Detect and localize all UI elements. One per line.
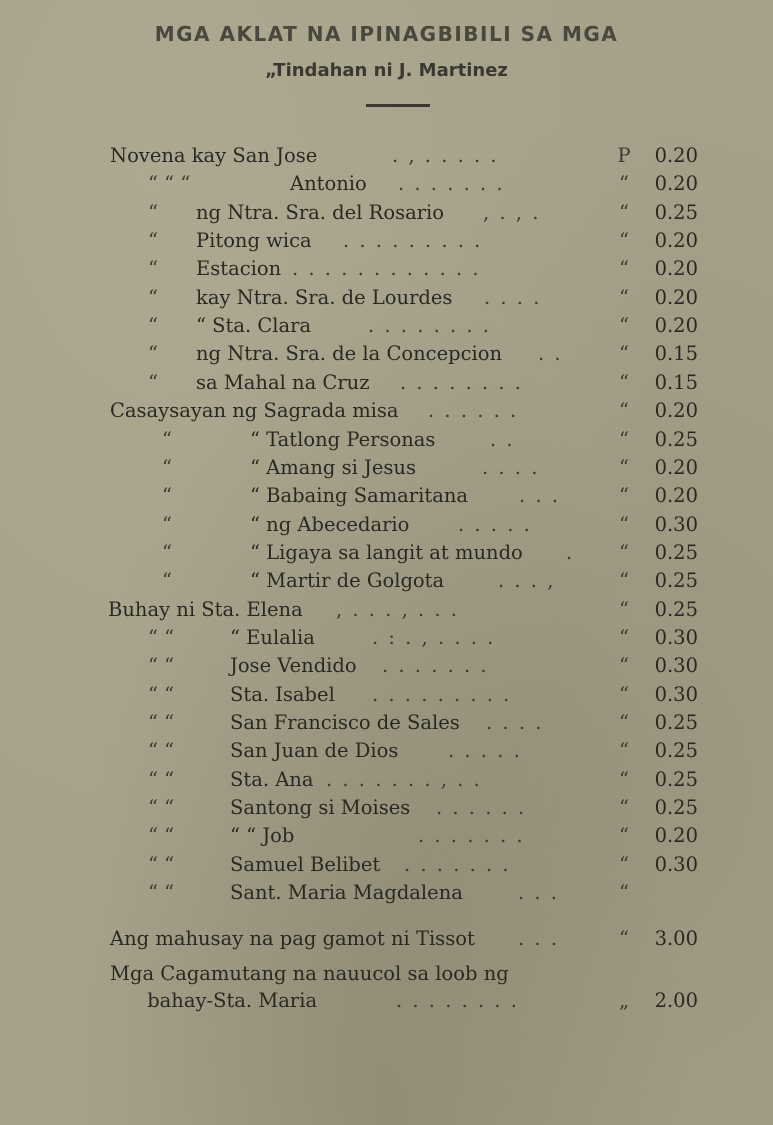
book-title: Samuel Belibet [230, 852, 381, 876]
leader-dots: . . . . . . . , . . [326, 767, 482, 791]
book-price: 0.20 [654, 455, 698, 479]
book-price: 0.20 [654, 257, 698, 281]
ditto-marks: “ “ [148, 796, 175, 820]
leader-dots: . . . . . . [436, 796, 527, 820]
book-title: kay Ntra. Sra. de Lourdes [196, 285, 453, 309]
book-price: 0.30 [654, 512, 698, 536]
book-title: San Juan de Dios [230, 739, 399, 763]
book-price: 0.25 [654, 597, 698, 621]
book-price: 0.30 [654, 654, 698, 678]
book-price: 2.00 [654, 989, 698, 1012]
list-item [0, 170, 773, 198]
list-item [0, 284, 773, 312]
leader-dots: . . . . . [448, 739, 522, 763]
ditto-marks: “ “ “ [148, 172, 191, 196]
ditto-marks: “ “ [148, 881, 175, 905]
list-item [0, 681, 773, 709]
leader-dots: . . . [518, 881, 559, 905]
currency-mark: “ [619, 569, 629, 593]
currency-mark: “ [619, 824, 629, 848]
ditto-marks: “ [148, 342, 158, 366]
currency-mark: “ [619, 427, 629, 451]
book-price: 0.30 [654, 625, 698, 649]
book-price: 0.20 [654, 285, 698, 309]
book-price: 0.20 [654, 824, 698, 848]
list-item [0, 539, 773, 567]
book-price: 0.20 [654, 314, 698, 338]
currency-mark: “ [619, 767, 629, 791]
ditto-marks: “ [162, 427, 172, 451]
ditto-marks: “ [148, 285, 158, 309]
list-item [0, 227, 773, 255]
leader-dots: . . [538, 342, 563, 366]
book-title: “ Amang si Jesus [250, 455, 416, 479]
currency-mark: “ [619, 257, 629, 281]
book-price: 0.15 [654, 370, 698, 394]
ditto-marks: “ “ [148, 711, 175, 734]
currency-mark: “ [619, 172, 629, 196]
currency-mark: “ [619, 229, 629, 253]
ditto-marks: “ “ [148, 654, 175, 678]
leader-dots: . . . [519, 484, 560, 508]
list-item [0, 312, 773, 340]
leader-dots: . . [490, 427, 515, 451]
ditto-marks: “ “ [148, 852, 175, 876]
leader-dots: . . . . . . . . . [343, 229, 483, 253]
book-price: 0.20 [654, 144, 698, 167]
currency-mark: “ [619, 399, 629, 423]
list-item [0, 851, 773, 879]
leader-dots: . . . . . [458, 512, 532, 536]
list-item [0, 369, 773, 397]
book-title: Santong si Moises [230, 796, 411, 820]
list-item [0, 142, 773, 170]
list-item [0, 879, 773, 907]
book-price: 0.15 [654, 342, 698, 366]
book-title: “ Ligaya sa langit at mundo [250, 540, 523, 564]
ditto-marks: “ [162, 569, 172, 593]
book-title: Antonio [290, 172, 367, 196]
currency-mark: “ [619, 927, 629, 950]
currency-mark: “ [619, 540, 629, 564]
book-title: San Francisco de Sales [230, 711, 460, 734]
book-price: 0.25 [654, 200, 698, 224]
currency-mark: “ [619, 625, 629, 649]
ditto-marks: “ [148, 200, 158, 224]
book-title: sa Mahal na Cruz [196, 370, 370, 394]
currency-mark: “ [619, 455, 629, 479]
leader-dots: . : . , . . . . [372, 625, 496, 649]
book-title: “ Babaing Samaritana [250, 484, 469, 508]
currency-mark: “ [619, 285, 629, 309]
list-item [0, 596, 773, 624]
list-item [0, 454, 773, 482]
currency-mark: “ [619, 711, 629, 734]
book-price: 0.25 [654, 427, 698, 451]
book-title: Pitong wica [196, 229, 312, 253]
book-title: “ ng Abecedario [250, 512, 410, 536]
book-price: 0.30 [654, 682, 698, 706]
currency-mark: P [617, 144, 631, 167]
leader-dots: . . . . . . . . [396, 989, 519, 1012]
book-title: Novena kay San Jose [110, 144, 318, 167]
ditto-marks: “ “ [148, 625, 175, 649]
leader-dots: . [566, 540, 575, 564]
ditto-marks: “ [148, 370, 158, 394]
leader-dots: . . . . . . . [398, 172, 505, 196]
leader-dots: . . . . . . . . . . . . [292, 257, 481, 281]
list-item [0, 482, 773, 510]
book-title: Casaysayan ng Sagrada misa [110, 399, 399, 423]
ditto-marks: “ [148, 257, 158, 281]
book-title: “ “ Job [230, 824, 295, 848]
book-price: 0.25 [654, 540, 698, 564]
currency-mark: “ [619, 796, 629, 820]
book-title: “ Sta. Clara [196, 314, 312, 338]
book-title: Sta. Ana [230, 767, 314, 791]
currency-mark: “ [619, 314, 629, 338]
currency-mark: “ [619, 881, 629, 905]
list-item [0, 794, 773, 822]
leader-dots: . . . . . . . . [368, 314, 491, 338]
book-price: 0.25 [654, 739, 698, 763]
book-price: 0.25 [654, 767, 698, 791]
list-item [0, 766, 773, 794]
ditto-marks: “ [148, 229, 158, 253]
leader-dots: . . . . . . [428, 399, 519, 423]
book-price: 3.00 [654, 927, 698, 950]
list-item [0, 426, 773, 454]
leader-dots: . . . . . . . [382, 654, 489, 678]
list-item [0, 397, 773, 425]
currency-mark: “ [619, 200, 629, 224]
book-title: Mga Cagamutang na nauucol sa loob ng bahay-Sta. Maria [110, 962, 509, 1012]
currency-mark: “ [619, 739, 629, 763]
book-price: 0.25 [654, 711, 698, 734]
book-price: 0.20 [654, 172, 698, 196]
list-item [0, 652, 773, 680]
leader-dots: . . . . . . . . [400, 370, 523, 394]
ditto-marks: “ “ [148, 767, 175, 791]
book-price: 0.20 [654, 484, 698, 508]
list-item [0, 709, 773, 737]
page-title: MGA AKLAT NA IPINAGBIBILI SA MGA [154, 22, 619, 46]
currency-mark: “ [619, 484, 629, 508]
currency-mark: “ [619, 512, 629, 536]
leader-dots: . . . . [482, 455, 540, 479]
currency-mark: “ [619, 654, 629, 678]
leader-dots: . . . . . . . [418, 824, 525, 848]
book-title: Sta. Isabel [230, 682, 335, 706]
ditto-marks: “ “ [148, 682, 175, 706]
list-item [0, 511, 773, 539]
book-title: ng Ntra. Sra. del Rosario [196, 200, 444, 224]
book-price: 0.30 [654, 852, 698, 876]
list-item [0, 822, 773, 850]
leader-dots: , . . . , . . . [336, 597, 459, 621]
leader-dots: . . . [518, 927, 559, 950]
book-title: “ Martir de Golgota [250, 569, 445, 593]
currency-mark: “ [619, 852, 629, 876]
currency-mark: „ [618, 989, 630, 1012]
leader-dots: . . . , [498, 569, 556, 593]
page-subtitle: „Tindahan ni J. Martinez [265, 60, 508, 81]
currency-mark: “ [619, 682, 629, 706]
list-item [0, 624, 773, 652]
ditto-marks: “ [162, 512, 172, 536]
list-item [0, 340, 773, 368]
leader-dots: . . . . [484, 285, 542, 309]
ditto-marks: “ [162, 455, 172, 479]
leader-dots: , . , . [483, 200, 541, 224]
book-price: 0.25 [654, 569, 698, 593]
ditto-marks: “ “ [148, 739, 175, 763]
ditto-marks: “ [148, 314, 158, 338]
book-title: “ Tatlong Personas [250, 427, 436, 451]
list-item [0, 960, 773, 1014]
book-title: Buhay ni Sta. Elena [108, 597, 303, 621]
leader-dots: . . . . . . . [404, 852, 511, 876]
book-title: Sant. Maria Magdalena [230, 881, 463, 905]
book-price: 0.25 [654, 796, 698, 820]
book-title: Jose Vendido [230, 654, 357, 678]
list-item [0, 737, 773, 765]
list-item [0, 255, 773, 283]
ditto-marks: “ “ [148, 824, 175, 848]
currency-mark: “ [619, 370, 629, 394]
currency-mark: “ [619, 597, 629, 621]
list-item [0, 567, 773, 595]
book-price: 0.20 [654, 229, 698, 253]
list-item [0, 199, 773, 227]
list-item [0, 925, 773, 953]
book-title: Estacion [196, 257, 282, 281]
book-title: Ang mahusay na pag gamot ni Tissot [110, 927, 475, 950]
ditto-marks: “ [162, 540, 172, 564]
title-divider [366, 104, 430, 107]
currency-mark: “ [619, 342, 629, 366]
book-price: 0.20 [654, 399, 698, 423]
leader-dots: . , . . . . . [392, 144, 499, 167]
leader-dots: . . . . [486, 711, 544, 734]
ditto-marks: “ [162, 484, 172, 508]
book-title: ng Ntra. Sra. de la Concepcion [196, 342, 503, 366]
leader-dots: . . . . . . . . . [372, 682, 512, 706]
book-title: “ Eulalia [230, 625, 315, 649]
